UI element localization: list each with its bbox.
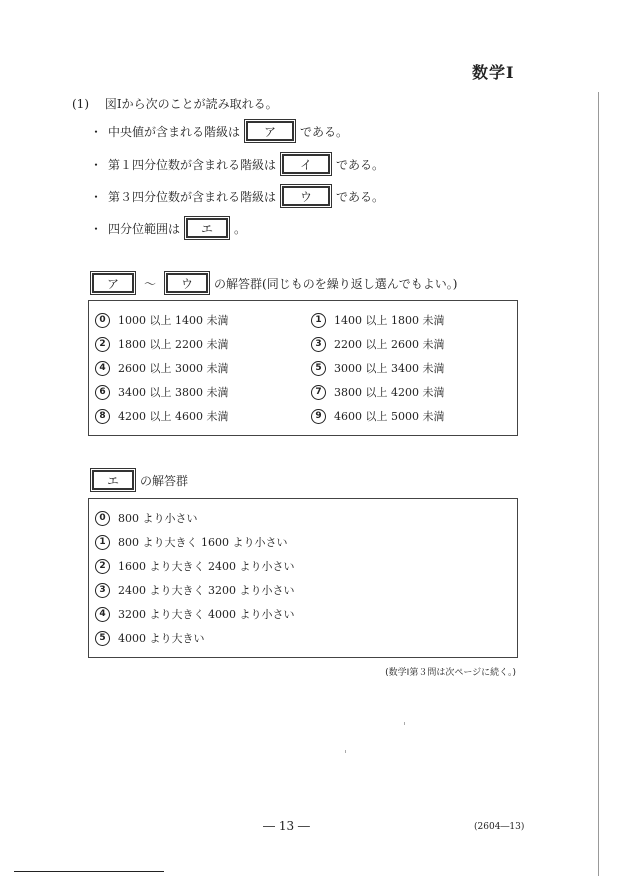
bullet-q1 [90,154,384,174]
choice-text: 1000 以上 1400 未満 [118,314,229,327]
choice-number-circle: 7 [311,385,326,400]
choice-text: 800 より大きく 1600 より小さい [118,536,288,549]
answer-box-i[interactable]: イ [282,154,330,174]
choice-number-circle: 2 [95,337,110,352]
choice-item[interactable] [95,510,198,526]
question-intro [72,95,278,112]
choice-number-circle: 5 [311,361,326,376]
bullet-mark: ・ [90,189,103,204]
choice-text: 3000 以上 3400 未満 [334,362,445,375]
answer-box-u[interactable]: ウ [282,186,330,206]
page-code: (2604―13) [474,822,525,832]
choice-text: 2200 以上 2600 未満 [334,338,445,351]
choice-number-circle: 3 [311,337,326,352]
choice-number-circle: 5 [95,631,110,646]
choice-item[interactable] [95,312,228,328]
choice-text: 2400 より大きく 3200 より小さい [118,584,295,597]
bullet-text-post: である。 [336,189,385,204]
bottom-rule [14,871,164,872]
choice-text: 1800 以上 2200 未満 [118,338,229,351]
bullet-mark: ・ [90,221,103,236]
bullet-q3 [90,186,384,206]
choice-text: 1600 より大きく 2400 より小さい [118,560,295,573]
bullet-text-pre: 第３四分位数が含まれる階級は [108,189,277,204]
answer-box-a-ref: ア [92,273,134,293]
choice-number-circle: 2 [95,559,110,574]
choice-text: 4000 より大きい [118,632,205,645]
choice-number-circle: 4 [95,361,110,376]
answer-box-a[interactable]: ア [246,121,294,141]
choice-text: 3400 以上 3800 未満 [118,386,229,399]
bullet-iqr [90,218,246,238]
choice-text: 4200 以上 4600 未満 [118,410,229,423]
choice-number-circle: 0 [95,313,110,328]
bullet-text-pre: 中央値が含まれる階級は [108,124,241,139]
choice-text: 3800 以上 4200 未満 [334,386,445,399]
answer-box-e[interactable]: エ [186,218,228,238]
choice-item[interactable] [95,630,205,646]
choice-panel-1 [88,300,518,436]
choice-text: 800 より小さい [118,512,198,525]
bullet-text-pre: 四分位範囲は [108,221,181,236]
choice-item[interactable] [95,336,228,352]
choice-group-1-caption: の解答群(同じものを繰り返し選んでもよい。) [214,276,458,291]
choice-item[interactable] [311,384,444,400]
choice-item[interactable] [95,384,228,400]
choice-item[interactable] [95,606,294,622]
bullet-text-post: である。 [300,124,349,139]
choice-number-circle: 0 [95,511,110,526]
choice-number-circle: 1 [311,313,326,328]
choice-text: 2600 以上 3000 未満 [118,362,229,375]
page-number: ― 13 ― [263,819,310,833]
page-header-title: 数学Ⅰ [472,63,515,82]
bullet-mark: ・ [90,157,103,172]
choice-item[interactable] [95,582,294,598]
choice-text: 3200 より大きく 4000 より小さい [118,608,295,621]
scan-speck [345,750,346,753]
bullet-text-pre: 第１四分位数が含まれる階級は [108,157,277,172]
choice-item[interactable] [95,408,228,424]
continuation-note: (数学Ⅰ第３問は次ページに続く。) [385,668,516,678]
choice-number-circle: 9 [311,409,326,424]
choice-number-circle: 6 [95,385,110,400]
right-margin-rule [598,92,599,876]
choice-group-1-label [92,273,457,293]
choice-item[interactable] [311,312,444,328]
answer-box-e-ref: エ [92,470,134,490]
bullet-text-post: 。 [234,221,247,236]
choice-item[interactable] [95,558,294,574]
bullet-mark: ・ [90,124,103,139]
bullet-text-post: である。 [336,157,385,172]
choice-text: 1400 以上 1800 未満 [334,314,445,327]
choice-number-circle: 3 [95,583,110,598]
choice-item[interactable] [311,336,444,352]
choice-item[interactable] [95,360,228,376]
choice-group-2-caption: の解答群 [140,473,189,488]
choice-group-2-label [92,470,188,490]
choice-item[interactable] [95,534,287,550]
choice-number-circle: 1 [95,535,110,550]
question-number: (1) [72,97,89,111]
scan-speck [404,722,405,725]
range-tilde: ～ [144,276,157,291]
choice-item[interactable] [311,360,444,376]
choice-number-circle: 4 [95,607,110,622]
choice-number-circle: 8 [95,409,110,424]
bullet-median [90,121,348,141]
choice-text: 4600 以上 5000 未満 [334,410,445,423]
choice-item[interactable] [311,408,444,424]
answer-box-u-ref: ウ [166,273,208,293]
question-intro-text: 図Ⅰから次のことが読み取れる。 [104,97,278,111]
choice-panel-2 [88,498,518,658]
